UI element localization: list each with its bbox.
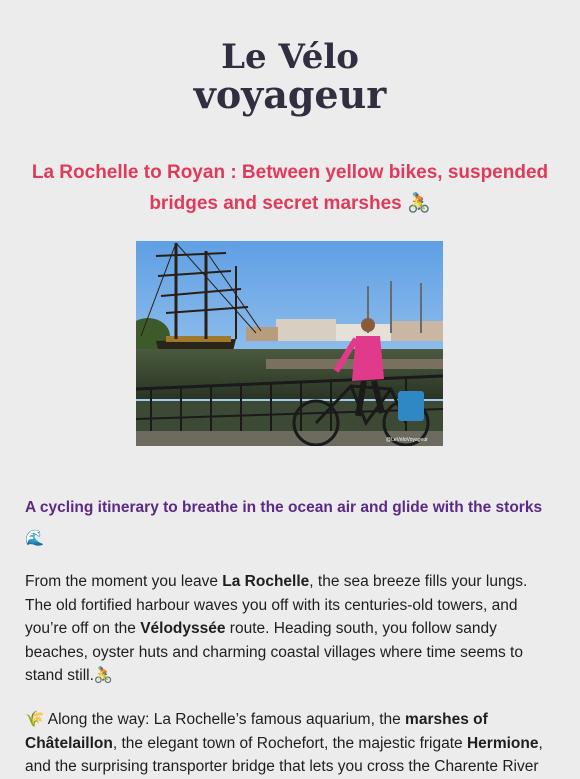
headline-text: La Rochelle to Royan : Between yellow bikes, suspended bridges and secret marshes [31, 162, 549, 214]
cyclist-emoji-icon: 🚴 [93, 666, 114, 684]
frigate-hermione: Hermione [466, 734, 539, 752]
hero-photo[interactable] [136, 241, 443, 446]
article-subheading [25, 493, 560, 554]
place-la-rochelle: La Rochelle [222, 573, 310, 590]
route-velodyssee: Vélodyssée [140, 620, 226, 637]
paragraph-text: , the sea breeze fills your lungs. The old fortified harbour waves you off with its centuries-old towers, and you’re off on the [25, 573, 528, 637]
paragraph-text: From the moment you leave [25, 573, 223, 590]
photo-watermark: @LeVéloVoyageur [386, 437, 428, 443]
brand-logo-line1: Le Vélo [221, 37, 359, 77]
wheat-emoji-icon: 🌾 [25, 710, 45, 728]
paragraph-text: , and the surprising transporter bridge that lets you cross the Charente River [25, 734, 543, 775]
article-headline[interactable] [25, 157, 555, 219]
harbour-cyclist-photo [136, 241, 443, 446]
paragraph-text: Along the way: La Rochelle’s famous aquarium, the [44, 711, 406, 728]
wave-emoji-icon: 🌊 [25, 529, 45, 547]
cyclist-emoji-icon: 🚴 [407, 192, 431, 214]
place-marshes-chatelaillon: marshes of Châtelaillon [25, 711, 488, 752]
brand-logo[interactable] [0, 37, 580, 117]
paragraph-along-the-way [25, 708, 555, 779]
subheading-text: A cycling itinerary to breathe in the ocean air and glide with the storks [25, 499, 543, 516]
paragraph-text: route. Heading south, you follow sandy beaches, oyster huts and charming coastal villages where time seems to stand still. [25, 620, 523, 684]
paragraph-text: , the elegant town of Rochefort, the majestic frigate [112, 734, 467, 752]
brand-logo-line2: voyageur [193, 72, 387, 117]
paragraph-intro [25, 570, 555, 688]
